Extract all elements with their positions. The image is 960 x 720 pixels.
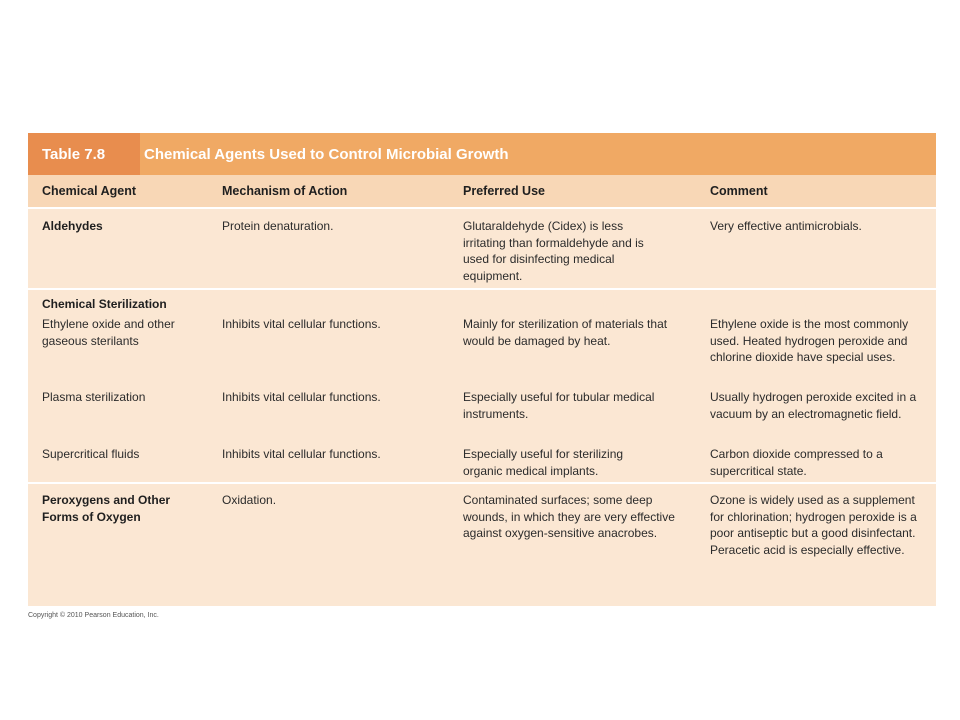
sterilization-group-label: Chemical Sterilization	[42, 297, 167, 311]
aldehydes-agent: Aldehydes	[42, 219, 103, 233]
peroxygens-mechanism: Oxidation.	[222, 493, 277, 507]
ethylene-agent: Ethylene oxide and other gaseous sterilants	[42, 317, 175, 348]
plasma-comment: Usually hydrogen peroxide excited in a vacuum by an electromagnetic field.	[710, 390, 917, 421]
table-body	[28, 209, 936, 606]
aldehydes-mechanism: Protein denaturation.	[222, 219, 334, 233]
table-number: Table 7.8	[28, 133, 140, 175]
peroxygens-use: Contaminated surfaces; some deep wounds, in which they are very effective against oxygen-sensitive anacrobes.	[463, 493, 675, 540]
copyright-notice: Copyright © 2010 Pearson Education, Inc.	[28, 612, 159, 619]
supercritical-agent: Supercritical fluids	[42, 447, 140, 461]
chemical-agents-table	[28, 133, 936, 606]
ethylene-use: Mainly for sterilization of materials that would be damaged by heat.	[463, 317, 668, 348]
supercritical-use: Especially useful for sterilizing organic medical implants.	[463, 447, 624, 478]
row-divider	[28, 482, 936, 484]
header-comment: Comment	[710, 184, 768, 198]
table-title: Chemical Agents Used to Control Microbial Growth	[144, 145, 509, 163]
table-title-bar	[28, 133, 936, 175]
header-chemical-agent: Chemical Agent	[42, 184, 137, 198]
peroxygens-agent: Peroxygens and Other Forms of Oxygen	[42, 493, 171, 524]
ethylene-mechanism: Inhibits vital cellular functions.	[222, 317, 381, 331]
aldehydes-use: Glutaraldehyde (Cidex) is less irritating than formaldehyde and is used for disinfecting medical equipment.	[463, 219, 644, 283]
ethylene-comment: Ethylene oxide is the most commonly used. Heated hydrogen peroxide and chlorine dioxide have special uses.	[710, 317, 909, 364]
supercritical-comment: Carbon dioxide compressed to a supercritical state.	[710, 447, 883, 478]
plasma-use: Especially useful for tubular medical instruments.	[463, 390, 655, 421]
row-divider	[28, 288, 936, 290]
header-preferred-use: Preferred Use	[463, 184, 545, 198]
plasma-mechanism: Inhibits vital cellular functions.	[222, 390, 381, 404]
header-mechanism: Mechanism of Action	[222, 184, 348, 198]
peroxygens-comment: Ozone is widely used as a supplement for chlorination; hydrogen peroxide is a poor antiseptic but a good disinfectant. Peracetic acid is especially effective.	[710, 493, 917, 557]
plasma-agent: Plasma sterilization	[42, 390, 146, 404]
table-header-row	[28, 175, 936, 209]
supercritical-mechanism: Inhibits vital cellular functions.	[222, 447, 381, 461]
aldehydes-comment: Very effective antimicrobials.	[710, 219, 862, 233]
